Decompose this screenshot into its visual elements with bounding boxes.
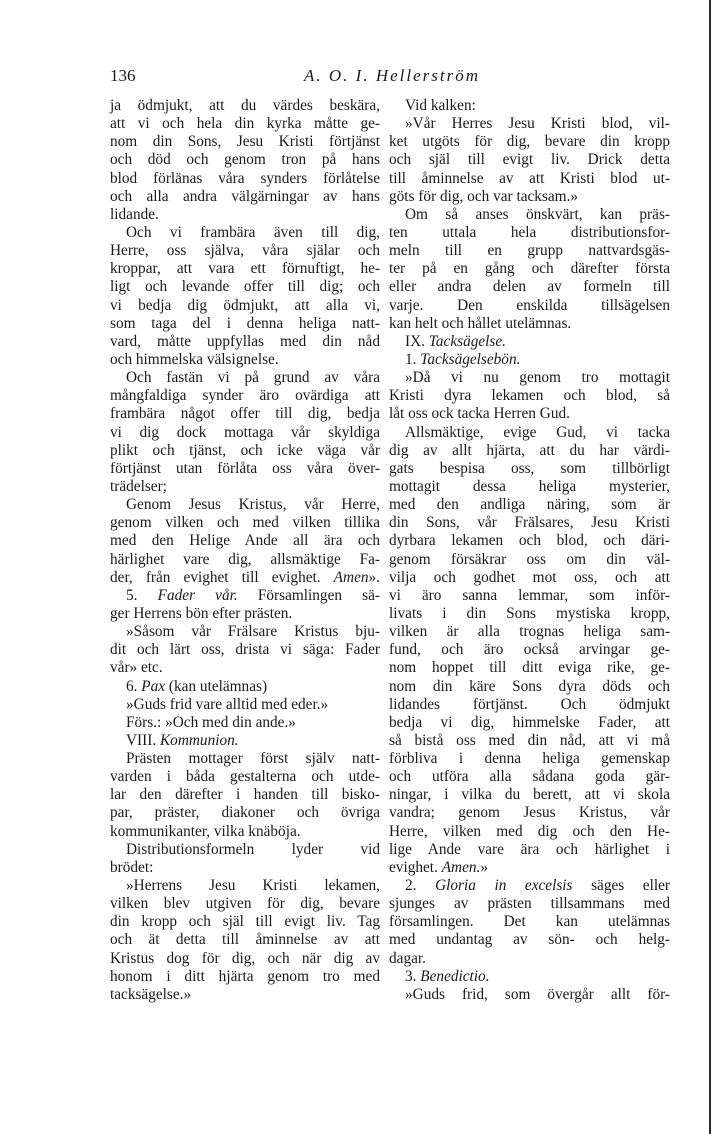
text-line: göts för dig, och var tacksam.» [389, 187, 579, 205]
text-line: »Såsom vår Frälsare Kristus bju- [126, 623, 380, 641]
text-line: honom i ditt hjärta genom tro med [110, 967, 380, 985]
text-line: vard, måtte uppfyllas med din nåd [110, 332, 380, 350]
text-line: eller andra delen av formeln till [389, 278, 670, 296]
text-line: der, från evighet till evighet. Amen». [110, 568, 380, 586]
text-line: vandra; genom Jesus Kristus, vår [389, 804, 670, 822]
text-line: »Guds frid, som övergår allt för- [405, 985, 670, 1003]
text-line: par, präster, diakoner och övriga [110, 804, 380, 822]
page-edge-rule [709, 0, 711, 1134]
text-line: evighet. Amen.» [389, 858, 488, 876]
text-line: dagar. [389, 949, 426, 967]
text-line: Genom Jesus Kristus, vår Herre, [126, 496, 380, 514]
text-line: fund, och äro också arvingar ge- [389, 641, 670, 659]
text-line: Prästen mottager först själv natt- [126, 750, 380, 768]
text-line: ter på en gång och därefter första [389, 260, 670, 278]
text-line: ger Herrens bön efter prästen. [110, 604, 293, 622]
text-line: Om så anses önskvärt, kan präs- [405, 205, 670, 223]
text-line: dit och lärt oss, drista vi säga: Fader [110, 641, 380, 659]
text-line: Kristus dog för dig, och när dig av [110, 949, 380, 967]
text-line: din Sons, vår Frälsares, Jesu Kristi [389, 514, 670, 532]
text-line: Förs.: »Och med din ande.» [126, 713, 296, 731]
text-line: dyrbara lekamen och blod, och däri- [389, 532, 670, 550]
text-line: mottagit dessa heliga mysterier, [389, 477, 670, 495]
text-line: som taga del i denna heliga natt- [110, 314, 380, 332]
text-line: mångfaldiga synder äro ovärdiga att [110, 387, 380, 405]
text-line: tacksägelse.» [110, 985, 192, 1003]
text-line: och själ till evigt liv. Drick detta [389, 151, 670, 169]
text-line: frambära något offer till dig, bedja [110, 405, 380, 423]
text-line: lar den därefter i handen till bisko- [110, 786, 380, 804]
text-line: lidande. [110, 205, 159, 223]
text-line: härlighet vare dig, allsmäktige Fa- [110, 550, 380, 568]
text-line: ningar, i vilka du berett, att vi skola [389, 786, 670, 804]
text-line: ten uttala hela distributionsfor- [389, 223, 670, 241]
text-line: Distributionsformeln lyder vid [126, 840, 380, 858]
text-line: och alla andra välgärningar av hans [110, 187, 380, 205]
text-line: Herre, oss själva, våra själar och [110, 242, 380, 260]
text-line: förtjänst utan förlåta oss våra över- [110, 459, 380, 477]
text-line: 1. Tacksägelsebön. [405, 350, 521, 368]
text-line: vilken är alla trognas heliga sam- [389, 623, 670, 641]
text-line: vilja och godhet mot oss, och att [389, 568, 670, 586]
text-line: Kristi dyra lekamen och blod, så [389, 387, 670, 405]
text-line: Vid kalken: [405, 97, 476, 114]
text-line: Och vi frambära även till dig, [126, 223, 380, 241]
text-line: och utföra alla sådana goda gär- [389, 768, 670, 786]
text-line: sjunges av prästen tillsammans med [389, 895, 670, 913]
text-line: blod förlänas våra synders förlåtelse [110, 169, 380, 187]
text-line: och himmelska välsignelse. [110, 350, 279, 368]
left-text-column [110, 97, 380, 1004]
text-line: till åminnelse av att Kristi blod ut- [389, 169, 670, 187]
text-line: meln till en grupp nattvardsgäs- [389, 242, 670, 260]
text-line: »Då vi nu genom tro mottagit [405, 369, 670, 387]
text-line: och ät detta till åminnelse av att [110, 931, 380, 949]
text-line: »Vår Herres Jesu Kristi blod, vil- [405, 115, 670, 133]
text-line: kroppar, att vara ett förnuftigt, he- [110, 260, 380, 278]
text-line: lidandes förtjänst. Och ödmjukt [389, 695, 670, 713]
text-line: varje. Den enskilda tillsägelsen [389, 296, 670, 314]
text-line: vår» etc. [110, 659, 163, 677]
text-line: dig av allt hjärta, att du har värdi- [389, 441, 670, 459]
text-line: plikt och tjänst, och icke väga vår [110, 441, 380, 459]
page-header [110, 66, 670, 90]
text-line: låt oss ock tacka Herren Gud. [389, 405, 570, 423]
text-line: och död och genom tron på hans [110, 151, 380, 169]
right-text-column [389, 97, 670, 1004]
text-line: förbliva i denna heliga gemenskap [389, 750, 670, 768]
text-line: 6. Pax (kan utelämnas) [126, 677, 268, 695]
text-line: livats i din Sons mystiska kropp, [389, 604, 670, 622]
text-line: med undantag av sön- och helg- [389, 931, 670, 949]
text-line: vilken blev utgiven för dig, bevare [110, 895, 380, 913]
text-line: »Herrens Jesu Kristi lekamen, [126, 877, 380, 895]
text-line: vi dig dock mottaga vår skyldiga [110, 423, 380, 441]
text-line: »Guds frid vare alltid med eder.» [126, 695, 329, 713]
text-line: 5. Fader vår. Församlingen sä- [126, 586, 381, 604]
text-line: nom hoppet till ditt eviga rike, ge- [389, 659, 670, 677]
text-line: ja ödmjukt, att du värdes beskära, [110, 97, 380, 114]
text-line: Och fastän vi på grund av våra [126, 369, 380, 387]
text-line: kommunikanter, vilka knäböja. [110, 822, 301, 840]
text-line: ket utgöts för dig, bevare din kropp [389, 133, 670, 151]
text-line: gats bespisa oss, som tillbörligt [389, 459, 670, 477]
text-line: 2. Gloria in excelsis säges eller [405, 877, 670, 895]
text-line: ligt och levande offer till dig; och [110, 278, 380, 296]
text-line: trädelser; [110, 477, 167, 495]
text-line: att vi och hela din kyrka måtte ge- [110, 115, 380, 133]
text-line: med den Helige Ande all ära och [110, 532, 380, 550]
text-line: bedja vi dig, himmelske Fader, att [389, 713, 670, 731]
text-line: kan helt och hållet utelämnas. [389, 314, 572, 332]
text-line: vi bedja dig ödmjukt, att alla vi, [110, 296, 380, 314]
text-line: med den andliga näring, som är [389, 496, 670, 514]
text-line: 3. Benedictio. [405, 967, 490, 985]
text-line: brödet: [110, 858, 154, 876]
text-line: genom försäkrar oss om din väl- [389, 550, 670, 568]
page-number: 136 [110, 66, 136, 85]
text-line: genom vilken och med vilken tillika [110, 514, 380, 532]
text-line: församlingen. Det kan utelämnas [389, 913, 670, 931]
text-line: IX. Tacksägelse. [405, 332, 506, 350]
text-line: Herre, vilken med dig och den He- [389, 822, 670, 840]
text-line: nom din Sons, Jesu Kristi förtjänst [110, 133, 380, 151]
running-head: A. O. I. Hellerström [304, 66, 480, 85]
text-line: så bistå oss med din nåd, att vi må [389, 731, 670, 749]
text-line: vi äro sanna lemmar, som inför- [389, 586, 670, 604]
text-line: din kropp och själ till evigt liv. Tag [110, 913, 380, 931]
text-line: Allsmäktige, evige Gud, vi tacka [405, 423, 670, 441]
text-line: varden i båda gestalterna och utde- [110, 768, 380, 786]
text-line: VIII. Kommunion. [126, 731, 239, 749]
text-line: lige Ande vare ära och härlighet i [389, 840, 670, 858]
text-line: nom din käre Sons dyra döds och [389, 677, 670, 695]
